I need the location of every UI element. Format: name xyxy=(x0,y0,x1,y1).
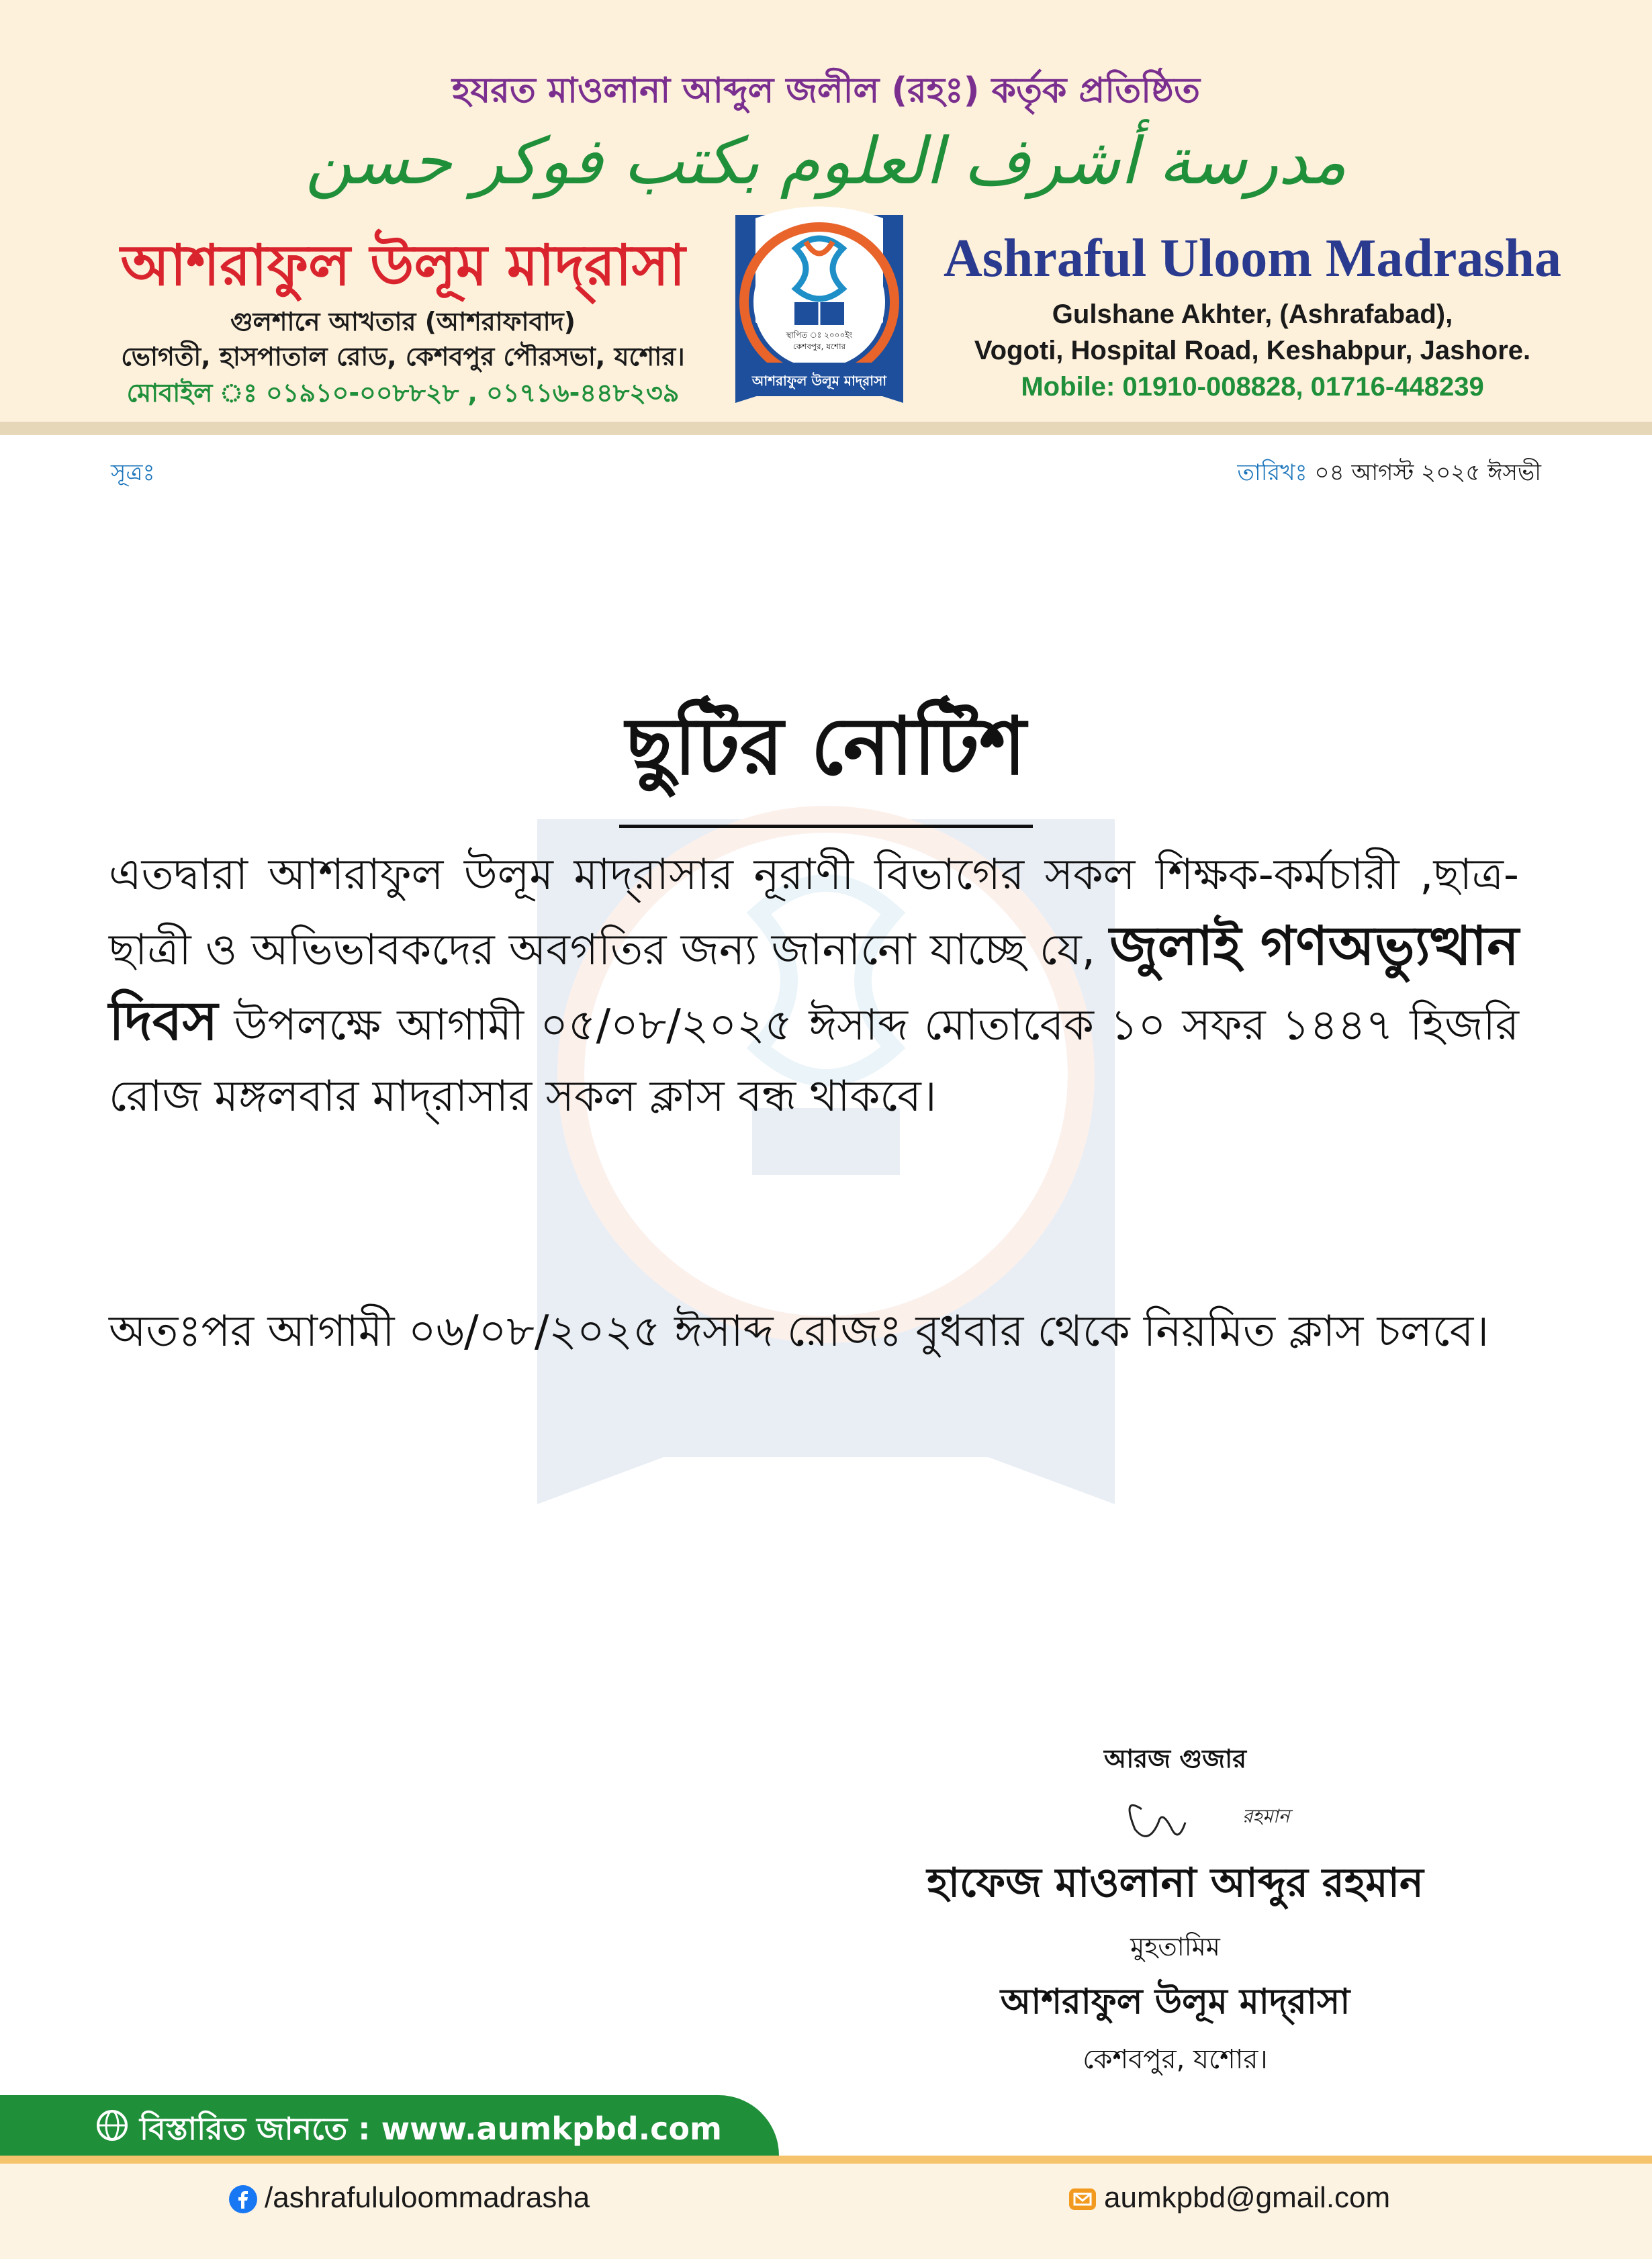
notice-title-text: ছুটির নোটিশ xyxy=(619,685,1033,828)
date-label: তারিখঃ xyxy=(1237,459,1307,486)
paragraph-1-intro: এতদ্বারা আশরাফুল উলূম মাদ্‌রাসার নূরাণী বিভাগের সকল শিক্ষক-কর্মচারী ,ছাত্র-ছাত্রী ও অভিভাবকদের অবগতির জন্য জানানো যাচ্ছে যে, xyxy=(109,850,1519,975)
facebook-contact xyxy=(228,2181,590,2215)
logo-established-text: স্থাপিত ঃ ২০০০ইং xyxy=(786,330,853,340)
website-link[interactable]: www.aumkpbd.com xyxy=(381,2111,722,2147)
email-contact xyxy=(1068,2181,1390,2215)
mobile-english: Mobile: 01910-008828, 01716-448239 xyxy=(1021,372,1484,402)
website-label: বিস্তারিত জানতে : xyxy=(140,2111,371,2147)
handwritten-signature xyxy=(1041,1782,1310,1856)
email-address[interactable]: aumkpbd@gmail.com xyxy=(1104,2181,1391,2214)
notice-paragraph-2: অতঃপর আগামী ০৬/০৮/২০২৫ ঈসাব্দ রোজঃ বুধবার থেকে নিয়মিত ক্লাস চলবে। xyxy=(109,1307,1489,1356)
institution-name-english: Ashraful Uloom Madrasha xyxy=(943,229,1562,288)
address-bengali-line2: ভোগতী, হাসপাতাল রোড, কেশবপুর পৌরসভা, যশোর। xyxy=(121,342,685,371)
logo-place-text: কেশবপুর, যশোর xyxy=(792,342,846,351)
letterhead-divider xyxy=(0,422,1652,435)
logo-ribbon-text: আশরাফুল উলূম মাদ্‌রাসা xyxy=(751,373,887,389)
facebook-icon xyxy=(228,2184,258,2214)
signatory-name: হাফেজ মাওলানা আব্দুর রহমান xyxy=(927,1859,1424,1906)
closing-text: আরজ গুজার xyxy=(1103,1744,1247,1773)
website-line xyxy=(94,2106,722,2157)
signatory-designation: মুহতামিম xyxy=(1130,1932,1220,1962)
institution-name-bengali: আশরাফুল উলূম মাদ্‌রাসা xyxy=(120,232,686,298)
founder-line: হযরত মাওলানা আব্দুল জলীল (রহঃ) কর্তৃক প্রতিষ্ঠিত xyxy=(452,71,1200,111)
signature-text: রহমান xyxy=(1242,1805,1290,1827)
signatory-location: কেশবপুর, যশোর। xyxy=(1083,2044,1268,2075)
email-icon xyxy=(1068,2184,1097,2214)
occasion-highlight: জুলাই গণঅভ্যুত্থান দিবস xyxy=(109,915,1519,1052)
signatory-institution: আশরাফুল উলূম মাদ্‌রাসা xyxy=(1000,1982,1350,2022)
facebook-handle[interactable]: /ashrafululoommadrasha xyxy=(265,2181,590,2214)
date-value: ০৪ আগস্ট ২০২৫ ঈসভী xyxy=(1314,459,1541,486)
notice-title xyxy=(0,685,1652,828)
address-bengali-line1: গুলশানে আখতার (আশরাফাবাদ) xyxy=(230,307,576,336)
date xyxy=(1237,455,1541,494)
mobile-bengali: মোবাইল ঃ ০১৯১০-০০৮৮২৮ , ০১৭১৬-৪৪৮২৩৯ xyxy=(126,378,680,408)
address-english-line1: Gulshane Akhter, (Ashrafabad), xyxy=(1052,299,1453,329)
reference-label: সূত্রঃ xyxy=(111,459,155,486)
address-english-line2: Vogoti, Hospital Road, Keshabpur, Jashore. xyxy=(974,336,1531,365)
arabic-calligraphy-name: مدرسة أشرف العلوم بكتب فوكر حسن xyxy=(305,124,1347,199)
signature-block xyxy=(839,1739,1511,2083)
paragraph-1-closing: উপলক্ষে আগামী ০৫/০৮/২০২৫ ঈসাব্দ মোতাবেক ১০ সফর ১৪৪৭ হিজরি রোজ মঙ্গলবার মাদ্‌রাসার সকল ক্লাস বন্ধ থাকবে। xyxy=(109,1001,1519,1121)
notice-paragraph-1 xyxy=(109,839,1519,1132)
footer-divider xyxy=(0,2156,1652,2164)
madrasa-logo xyxy=(715,201,923,423)
